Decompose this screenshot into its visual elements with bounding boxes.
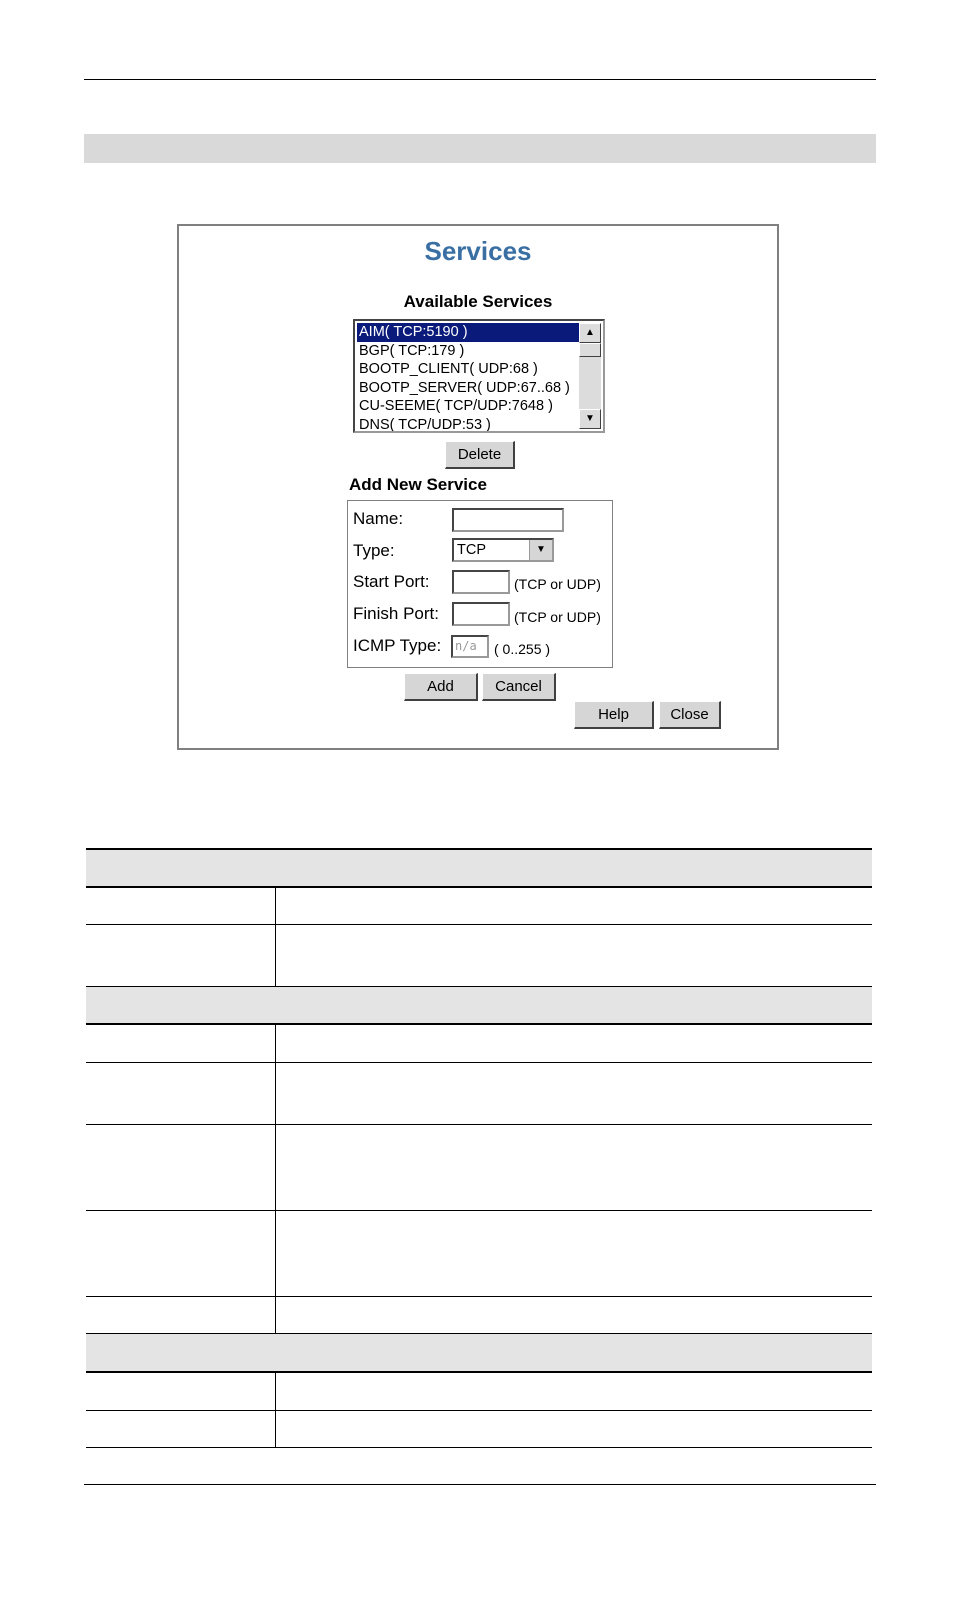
chevron-down-icon[interactable]: ▼ (529, 540, 552, 560)
finish-port-input[interactable] (452, 602, 510, 626)
page-footer-rule (84, 1484, 876, 1485)
table-row (86, 925, 872, 987)
service-list-item[interactable]: BOOTP_SERVER( UDP:67..68 ) (359, 379, 570, 396)
table-row (86, 1125, 872, 1211)
description-table (86, 848, 872, 1448)
icmp-type-label: ICMP Type: (353, 636, 442, 655)
scroll-down-arrow-icon[interactable]: ▼ (579, 409, 601, 429)
scrollbar-thumb[interactable] (579, 343, 601, 357)
name-label: Name: (353, 509, 404, 528)
table-row (86, 1211, 872, 1297)
name-input[interactable] (452, 508, 564, 532)
table-row (86, 1297, 872, 1334)
table-row (86, 1373, 872, 1411)
available-services-label: Available Services (403, 292, 553, 311)
service-list-item[interactable]: CU-SEEME( TCP/UDP:7648 ) (359, 398, 553, 414)
table-section-header (86, 987, 872, 1025)
start-port-label: Start Port: (353, 572, 430, 591)
table-section-header (86, 1334, 872, 1373)
icmp-type-input[interactable]: n/a (451, 635, 489, 658)
finish-port-hint: (TCP or UDP) (514, 609, 601, 625)
help-button[interactable]: Help (574, 701, 654, 729)
finish-port-label: Finish Port: (353, 604, 439, 623)
scroll-up-arrow-icon[interactable]: ▲ (579, 323, 601, 343)
start-port-input[interactable] (452, 570, 510, 594)
service-list-item[interactable]: AIM( TCP:5190 ) (357, 323, 579, 342)
service-list-item[interactable]: BGP( TCP:179 ) (359, 342, 465, 359)
dialog-title: Services (424, 236, 532, 266)
service-list-item[interactable]: BOOTP_CLIENT( UDP:68 ) (359, 361, 538, 377)
add-button[interactable]: Add (404, 673, 478, 701)
type-label: Type: (353, 541, 395, 560)
delete-button[interactable]: Delete (445, 441, 515, 469)
table-row (86, 1025, 872, 1063)
table-row (86, 1063, 872, 1125)
cancel-button[interactable]: Cancel (482, 673, 556, 701)
service-list-item[interactable]: DNS( TCP/UDP:53 ) (359, 416, 491, 433)
start-port-hint: (TCP or UDP) (514, 576, 601, 592)
services-list (357, 323, 579, 433)
table-section-header (86, 850, 872, 888)
available-services-listbox[interactable] (353, 319, 605, 433)
type-select[interactable] (452, 538, 554, 562)
services-dialog (177, 224, 779, 750)
listbox-scrollbar[interactable] (579, 323, 601, 429)
table-row (86, 888, 872, 925)
close-button[interactable]: Close (659, 701, 721, 729)
add-service-form (347, 500, 613, 668)
add-new-service-label: Add New Service (349, 475, 487, 494)
page-header-rule (84, 79, 876, 80)
icmp-type-hint: ( 0..255 ) (494, 641, 551, 657)
table-row (86, 1411, 872, 1448)
section-heading-bar (84, 134, 876, 163)
type-select-value: TCP (457, 542, 486, 558)
